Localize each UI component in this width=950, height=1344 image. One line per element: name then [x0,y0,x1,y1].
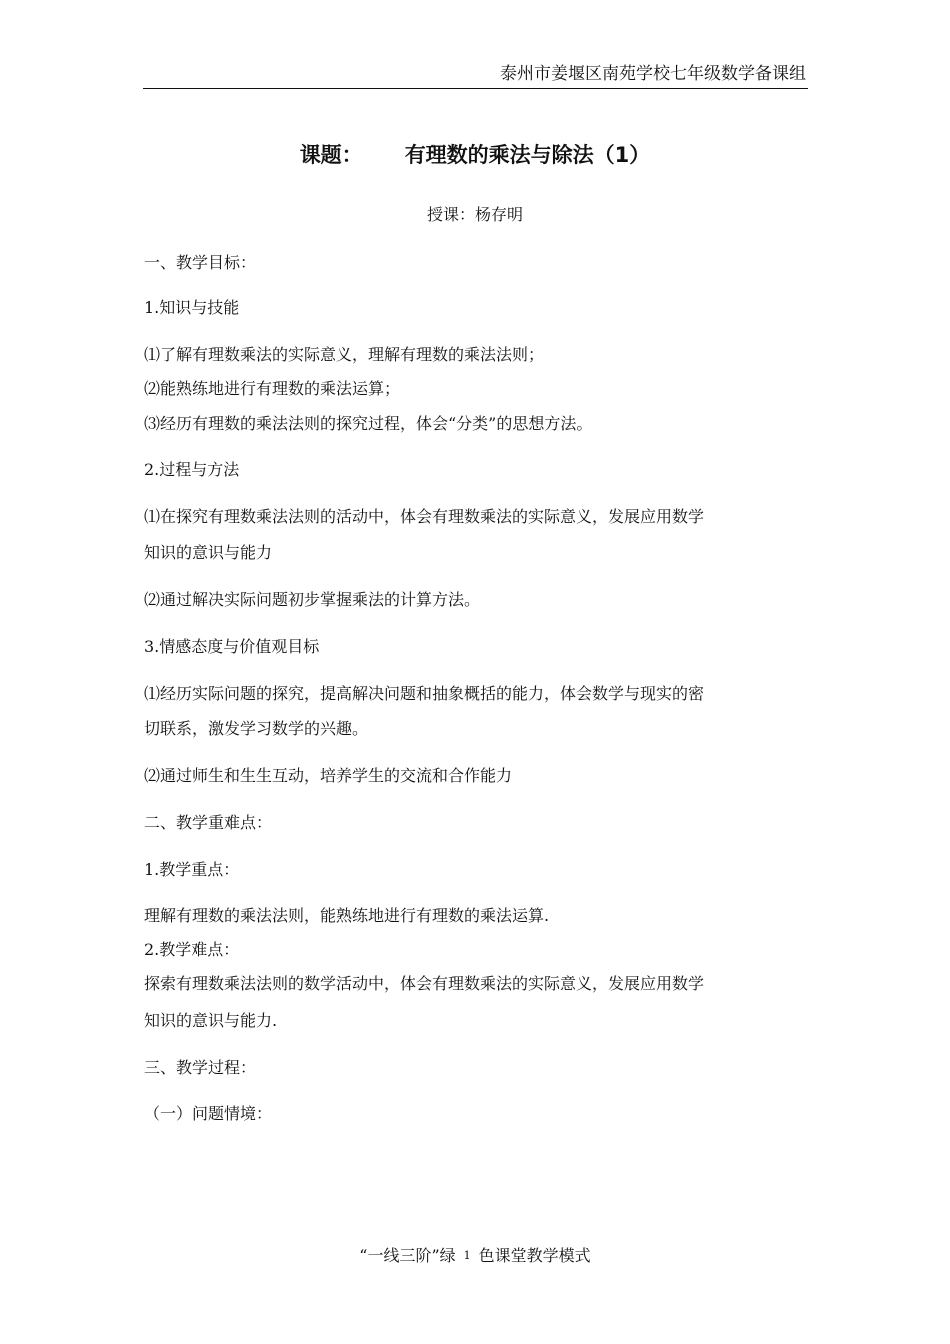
paragraph-line: ⑴经历实际问题的探究，提高解决问题和抽象概括的能力，体会数学与现实的密 [144,684,705,703]
header-text: 泰州市姜堰区南苑学校七年级数学备课组 [500,64,806,84]
paragraph-line: ⑵能熟练地进行有理数的乘法运算； [144,379,401,398]
page-header [143,62,808,89]
paragraph-line: 探索有理数乘法法则的数学活动中，体会有理数乘法的实际意义，发展应用数学 [144,974,705,993]
footer-left: “一线三阶”绿 [359,1246,456,1265]
subheading-knowledge: 1.知识与技能 [144,298,240,317]
subheading-process: 2.过程与方法 [144,460,240,479]
section-heading-objectives: 一、教学目标： [144,253,257,272]
section-heading-key-points: 二、教学重难点： [144,813,273,832]
paragraph-line: ⑵通过解决实际问题初步掌握乘法的计算方法。 [144,590,481,609]
footer-right: 色课堂教学模式 [478,1246,591,1265]
paragraph-line: 理解有理数的乘法法则，能熟练地进行有理数的乘法运算. [144,906,550,925]
lesson-title [0,140,950,170]
paragraph-line: ⑵通过师生和生生互动，培养学生的交流和合作能力 [144,766,513,785]
paragraph-line: ⑶经历有理数的乘法法则的探究过程，体会“分类”的思想方法。 [144,414,593,433]
page-number: 1 [463,1249,471,1262]
section-heading-process: 三、教学过程： [144,1058,257,1077]
teacher-line: 授课：杨存明 [426,205,523,224]
paragraph-line: ⑴在探究有理数乘法法则的活动中，体会有理数乘法的实际意义，发展应用数学 [144,507,705,526]
paragraph-line: 切联系，激发学习数学的兴趣。 [144,719,369,738]
subheading-key-point: 1.教学重点： [144,860,240,879]
paragraph-line: 知识的意识与能力 [144,543,273,562]
subheading-difficulty: 2.教学难点： [144,940,240,959]
title-text: 有理数的乘法与除法（1） [404,143,651,167]
page-footer [0,1244,950,1268]
paragraph-line: 知识的意识与能力. [144,1011,278,1030]
subheading-attitude: 3.情感态度与价值观目标 [144,637,320,656]
paragraph-line: ⑴了解有理数乘法的实际意义，理解有理数的乘法法则； [144,345,545,364]
subheading-problem-situation: （一）问题情境： [144,1104,273,1123]
title-prefix: 课题： [299,143,363,167]
